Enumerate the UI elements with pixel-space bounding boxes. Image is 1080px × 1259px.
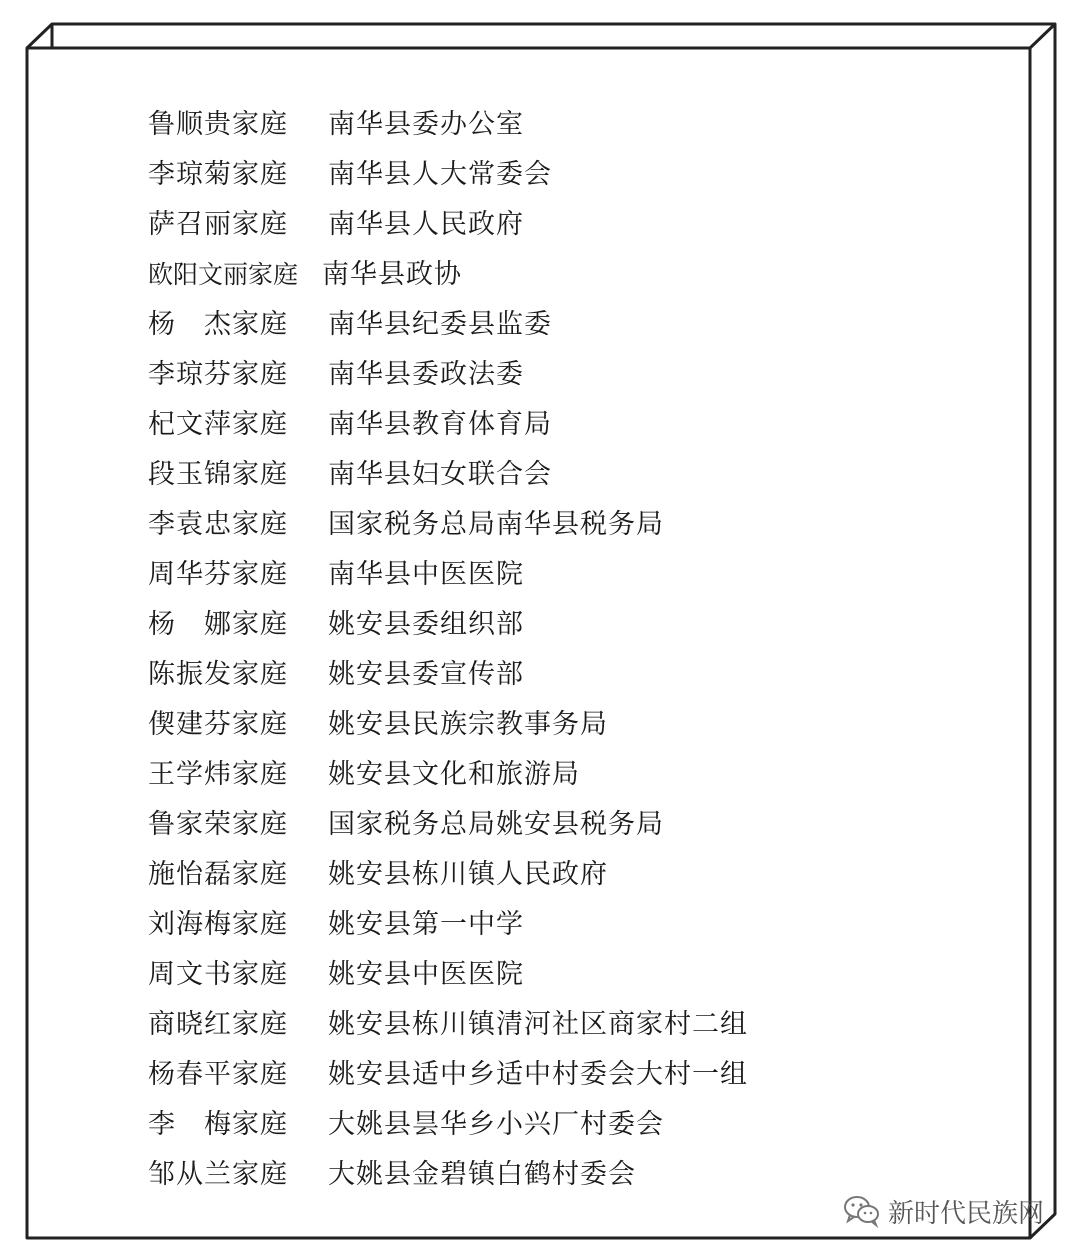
family-name: 商晓红家庭 — [148, 1009, 288, 1040]
work-unit: 国家税务总局南华县税务局 — [328, 509, 664, 540]
list-item — [0, 250, 1080, 300]
family-name: 李 梅家庭 — [148, 1109, 288, 1140]
work-unit: 南华县政协 — [322, 259, 462, 290]
family-name: 杨春平家庭 — [148, 1059, 288, 1090]
list-item — [0, 600, 1080, 650]
work-unit: 姚安县文化和旅游局 — [328, 759, 580, 790]
work-unit: 姚安县委组织部 — [328, 609, 524, 640]
list-item — [0, 150, 1080, 200]
list-item — [0, 950, 1080, 1000]
family-name: 王学炜家庭 — [148, 759, 288, 790]
list-item — [0, 350, 1080, 400]
work-unit: 大姚县金碧镇白鹤村委会 — [328, 1159, 636, 1190]
work-unit: 姚安县民族宗教事务局 — [328, 709, 608, 740]
work-unit: 南华县中医医院 — [328, 559, 524, 590]
work-unit: 南华县妇女联合会 — [328, 459, 552, 490]
family-name: 杨 杰家庭 — [148, 309, 288, 340]
list-item — [0, 100, 1080, 150]
work-unit: 大姚县昙华乡小兴厂村委会 — [328, 1109, 664, 1140]
family-name: 欧阳文丽家庭 — [148, 260, 299, 289]
list-item — [0, 800, 1080, 850]
family-name: 杞文萍家庭 — [148, 409, 288, 440]
work-unit: 南华县教育体育局 — [328, 409, 552, 440]
family-name: 陈振发家庭 — [148, 659, 288, 690]
list-item — [0, 700, 1080, 750]
family-name: 鲁家荣家庭 — [148, 809, 288, 840]
family-name: 萨召丽家庭 — [148, 209, 288, 240]
work-unit: 姚安县中医医院 — [328, 959, 524, 990]
family-name: 李袁忠家庭 — [148, 509, 288, 540]
work-unit: 姚安县适中乡适中村委会大村一组 — [328, 1059, 748, 1090]
work-unit: 南华县纪委县监委 — [328, 309, 552, 340]
family-name: 偰建芬家庭 — [148, 709, 288, 740]
family-name: 杨 娜家庭 — [148, 609, 288, 640]
work-unit: 南华县人民政府 — [328, 209, 524, 240]
list-item — [0, 1050, 1080, 1100]
list-item — [0, 500, 1080, 550]
family-name: 段玉锦家庭 — [148, 459, 288, 490]
watermark — [842, 1193, 1044, 1229]
work-unit: 姚安县栋川镇清河社区商家村二组 — [328, 1009, 748, 1040]
wechat-icon — [842, 1194, 882, 1228]
list-item — [0, 850, 1080, 900]
family-name: 邹从兰家庭 — [148, 1159, 288, 1190]
list-item — [0, 900, 1080, 950]
work-unit: 姚安县第一中学 — [328, 909, 524, 940]
family-name: 周文书家庭 — [148, 959, 288, 990]
list-item — [0, 450, 1080, 500]
list-item — [0, 650, 1080, 700]
watermark-text: 新时代民族网 — [887, 1198, 1044, 1229]
work-unit: 姚安县委宣传部 — [328, 659, 524, 690]
family-name: 施怡磊家庭 — [148, 859, 288, 890]
work-unit: 南华县人大常委会 — [328, 159, 552, 190]
list-item — [0, 300, 1080, 350]
family-name: 刘海梅家庭 — [148, 909, 288, 940]
list-item — [0, 400, 1080, 450]
list-item — [0, 750, 1080, 800]
work-unit: 南华县委办公室 — [328, 109, 524, 140]
family-name: 李琼芬家庭 — [148, 359, 288, 390]
list-item — [0, 200, 1080, 250]
list-item — [0, 550, 1080, 600]
list-item — [0, 1100, 1080, 1150]
family-name: 李琼菊家庭 — [148, 159, 288, 190]
work-unit: 姚安县栋川镇人民政府 — [328, 859, 608, 890]
list-item — [0, 1000, 1080, 1050]
work-unit: 国家税务总局姚安县税务局 — [328, 809, 664, 840]
family-name: 鲁顺贵家庭 — [148, 109, 288, 140]
work-unit: 南华县委政法委 — [328, 359, 524, 390]
family-name: 周华芬家庭 — [148, 559, 288, 590]
